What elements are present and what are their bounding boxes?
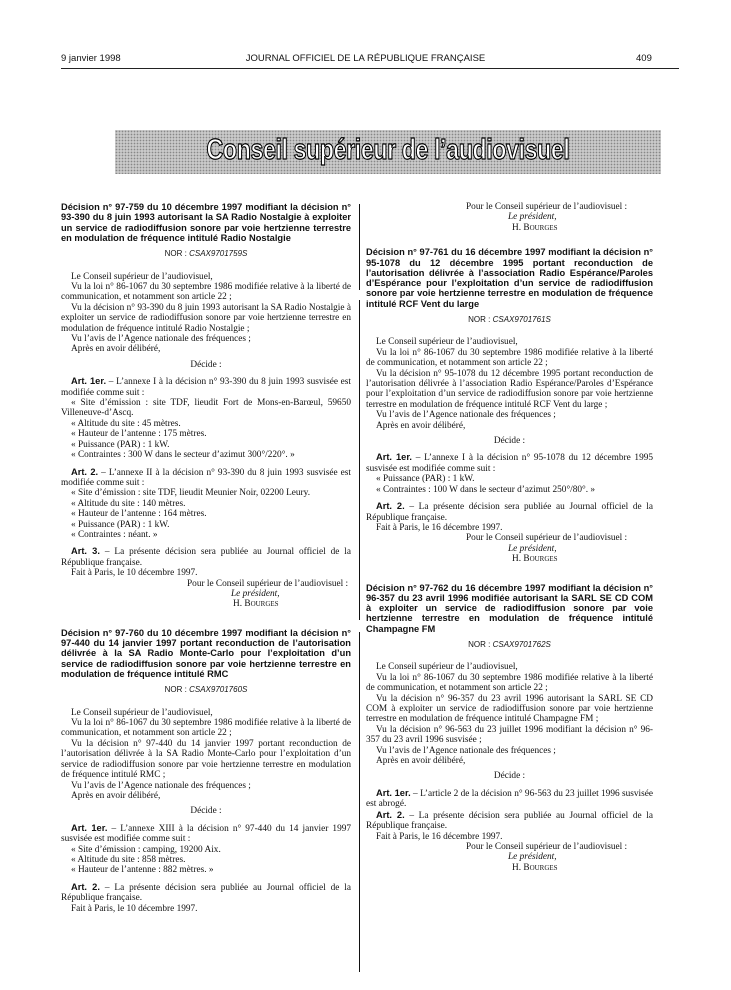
article-item: « Site d’émission : site TDF, lieudit Fort de Mons-en-Barœul, 59650 Villeneuve-d’Ascq. <box>61 398 351 419</box>
article-item: « Altitude du site : 858 mètres. <box>71 854 186 865</box>
decision-97-760 <box>61 628 351 914</box>
article: Art. 2. – La présente décision sera publiée au Journal officiel de la République française. <box>61 881 351 904</box>
decision-title: Décision n° 97-762 du 16 décembre 1997 modifiant la décision n° 96-357 du 23 avril 1996 modifiée autorisant la SARL SE CD COM à exploiter un service de radiodiffusion sonore par voie hertzienne terrestre en modulation de fréquence intitulé Champagne FM <box>366 582 653 634</box>
article-item: « Contraintes : 300 W dans le secteur d’azimut 300°/220°. » <box>71 450 295 461</box>
article-item: « Puissance (PAR) : 1 kW. <box>71 439 170 450</box>
decision-title: Décision n° 97-760 du 10 décembre 1997 modifiant la décision n° 97-440 du 14 janvier 1997 portant reconduction de l’autorisation délivrée à la SA Radio Monte-Carlo pour l’exploitation d’un service de radiodiffusion sonore par voie hertzienne terrestre en modulation de fréquence intitulé RMC <box>61 627 351 679</box>
decision-title: Décision n° 97-761 du 16 décembre 1997 modifiant la décision n° 95-1078 du 12 décembre 1995 portant reconduction de l’autorisation délivrée à l’association Radio Espérance/Paroles d’Espérance pour l’exploitation d’un service de radiodiffusion sonore par voie hertzienne terrestre en modulation de fréquence intitulé RCF Vent du large <box>366 247 653 309</box>
nor-reference: NOR : CSAX9701759S <box>164 249 248 259</box>
article-item: « Hauteur de l’antenne : 882 mètres. » <box>71 865 214 876</box>
signature-line: Pour le Conseil supérieur de l’audiovisuel : <box>466 533 628 544</box>
article-item: « Site d’émission : site TDF, lieudit Meunier Noir, 02200 Leury. <box>71 488 311 499</box>
decide-heading: Décide : <box>190 359 222 370</box>
place-date: Fait à Paris, le 16 décembre 1997. <box>376 831 503 842</box>
section-title: Conseil supérieur de l’audiovisuel <box>206 134 570 166</box>
column-divider <box>359 632 360 972</box>
decide-heading: Décide : <box>493 436 526 447</box>
signature-line: Pour le Conseil supérieur de l’audiovisuel : <box>466 202 628 212</box>
place-date: Fait à Paris, le 10 décembre 1997. <box>71 568 198 579</box>
preamble-line: Le Conseil supérieur de l’audiovisuel, <box>376 662 518 673</box>
place-date: Fait à Paris, le 16 décembre 1997. <box>376 522 503 533</box>
article: Art. 2. – La présente décision sera publiée au Journal officiel de la République française. <box>366 501 653 523</box>
preamble-line: Le Conseil supérieur de l’audiovisuel, <box>71 707 213 718</box>
article-item: « Hauteur de l’antenne : 175 mètres. <box>71 429 207 440</box>
header-journal-title: JOURNAL OFFICIEL DE LA RÉPUBLIQUE FRANÇAISE <box>245 53 486 64</box>
preamble-line: Vu la décision n° 93-390 du 8 juin 1993 autorisant la SA Radio Nostalgie à exploiter un service de radiodiffusion sonore par voie hertzienne terrestre en modulation de fréquence intitulé Radio Nostalgie ; <box>61 302 351 334</box>
article: Art. 3. – La présente décision sera publiée au Journal officiel de la République française. <box>61 546 351 568</box>
signature-line: Pour le Conseil supérieur de l’audiovisuel : <box>187 578 349 589</box>
preamble-line: Vu la loi n° 86-1067 du 30 septembre 1986 modifiée relative à la liberté de communication, et notamment son article 22 ; <box>61 718 351 739</box>
decision-97-759 <box>61 202 351 610</box>
article-item: « Site d’émission : camping, 19200 Aix. <box>71 844 221 855</box>
decision-97-761 <box>366 247 653 564</box>
preamble-line: Vu la décision n° 95-1078 du 12 décembre 1995 portant reconduction de l’autorisation délivrée à l’association Radio Espérance/Paroles d’Espérance pour l’exploitation d’un service de radiodiffusion sonore par voie hertzienne terrestre en modulation de fréquence intitulé RCF Vent du large ; <box>366 368 653 410</box>
article: Art. 1er. – L’article 2 de la décision n° 96-563 du 23 juillet 1996 susvisée est abrogé. <box>366 787 653 810</box>
preamble-line: Le Conseil supérieur de l’audiovisuel, <box>71 271 213 282</box>
article: Art. 1er. – L’annexe I à la décision n° 93-390 du 8 juin 1993 susvisée est modifiée comme suit : <box>61 376 352 398</box>
left-column <box>61 202 351 914</box>
nor-reference: NOR : CSAX9701762S <box>468 640 551 650</box>
place-date: Fait à Paris, le 10 décembre 1997. <box>71 903 198 914</box>
right-column <box>366 202 653 873</box>
preamble-line: Après en avoir délibéré, <box>71 344 161 355</box>
signature-name: H. Bourges <box>233 599 279 610</box>
nor-reference: NOR : CSAX9701761S <box>468 315 551 324</box>
preamble-line: Vu l’avis de l’Agence nationale des fréquences ; <box>71 334 251 345</box>
running-header <box>0 53 731 67</box>
header-rule <box>61 68 679 69</box>
preamble-line: Vu l’avis de l’Agence nationale des fréquences ; <box>71 780 251 791</box>
signature-role: Le président, <box>508 852 557 863</box>
preamble-line: Vu la décision n° 97-440 du 14 janvier 1997 portant reconduction de l’autorisation délivrée à la SA Radio Monte-Carlo pour l’exploitation d’un service de radiodiffusion sonore par voie hertzienne terrestre en modulation de fréquence intitulé RMC ; <box>61 738 351 781</box>
signature-line: Pour le Conseil supérieur de l’audiovisuel : <box>466 841 628 852</box>
decide-heading: Décide : <box>190 806 222 817</box>
column-divider <box>359 204 360 290</box>
nor-reference: NOR : CSAX9701760S <box>164 685 248 695</box>
header-date: 9 janvier 1998 <box>61 53 121 64</box>
decision-title: Décision n° 97-759 du 10 décembre 1997 modifiant la décision n° 93-390 du 8 juin 1993 autorisant la SA Radio Nostalgie à exploiter un service de radiodiffusion sonore par voie hertzienne terrestre en modulation de fréquence intitulé Radio Nostalgie <box>61 202 351 243</box>
column-divider <box>359 300 360 620</box>
article: Art. 1er. – L’annexe XIII à la décision n° 97-440 du 14 janvier 1997 susvisée est modifiée comme suit : <box>61 822 352 845</box>
preamble-line: Vu la décision n° 96-357 du 23 avril 1996 autorisant la SARL SE CD COM à exploiter un service de radiodiffusion sonore par voie hertzienne terrestre en modulation de fréquence intitulé Champagne FM ; <box>366 693 653 725</box>
preamble-line: Vu l’avis de l’Agence nationale des fréquences ; <box>376 745 556 756</box>
signature-role: Le président, <box>508 543 557 554</box>
decision-97-762 <box>366 583 653 874</box>
carryover-signature <box>366 202 653 233</box>
article-item: « Puissance (PAR) : 1 kW. <box>71 519 170 530</box>
article: Art. 2. – La présente décision sera publiée au Journal officiel de la République française. <box>366 809 653 832</box>
article: Art. 2. – L’annexe II à la décision n° 93-390 du 8 juin 1993 susvisée est modifiée comme suit : <box>61 466 351 488</box>
signature-name: H. Bourges <box>512 862 558 873</box>
preamble-line: Vu la loi n° 86-1067 du 30 septembre 1986 modifiée relative à la liberté de communication, et notamment son article 22 ; <box>366 347 653 369</box>
article-item: « Altitude du site : 45 mètres. <box>71 418 181 429</box>
preamble-line: Le Conseil supérieur de l’audiovisuel, <box>376 337 518 348</box>
article-item: « Contraintes : néant. » <box>71 529 158 540</box>
article-item: « Hauteur de l’antenne : 164 mètres. <box>71 509 207 520</box>
preamble-line: Vu la loi n° 86-1067 du 30 septembre 1986 modifiée relative à la liberté de communication, et notamment son article 22 ; <box>61 282 351 303</box>
preamble-line: Vu la loi n° 86-1067 du 30 septembre 1986 modifiée relative à la liberté de communication, et notamment son article 22 ; <box>366 672 653 694</box>
signature-name: H. Bourges <box>512 554 558 565</box>
preamble-line: Après en avoir délibéré, <box>376 756 466 767</box>
article-item: « Altitude du site : 140 mètres. <box>71 498 186 509</box>
preamble-line: Vu la décision n° 96-563 du 23 juillet 1996 modifiant la décision n° 96-357 du 23 avril 1996 susvisée ; <box>366 724 653 746</box>
decide-heading: Décide : <box>493 771 526 782</box>
article-item: « Contraintes : 100 W dans le secteur d’azimut 250°/80°. » <box>376 484 596 495</box>
section-banner <box>115 130 661 174</box>
signature-role: Le président, <box>508 212 557 223</box>
article: Art. 1er. – L’annexe I à la décision n° 95-1078 du 12 décembre 1995 susvisée est modifiée comme suit : <box>366 452 654 474</box>
preamble-line: Vu l’avis de l’Agence nationale des fréquences ; <box>376 410 556 421</box>
signature-role: Le président, <box>231 588 280 599</box>
header-page-number: 409 <box>636 53 652 64</box>
preamble-line: Après en avoir délibéré, <box>376 420 466 431</box>
article-item: « Puissance (PAR) : 1 kW. <box>376 474 475 485</box>
preamble-line: Après en avoir délibéré, <box>71 790 161 801</box>
signature-name: H. Bourges <box>512 222 558 233</box>
